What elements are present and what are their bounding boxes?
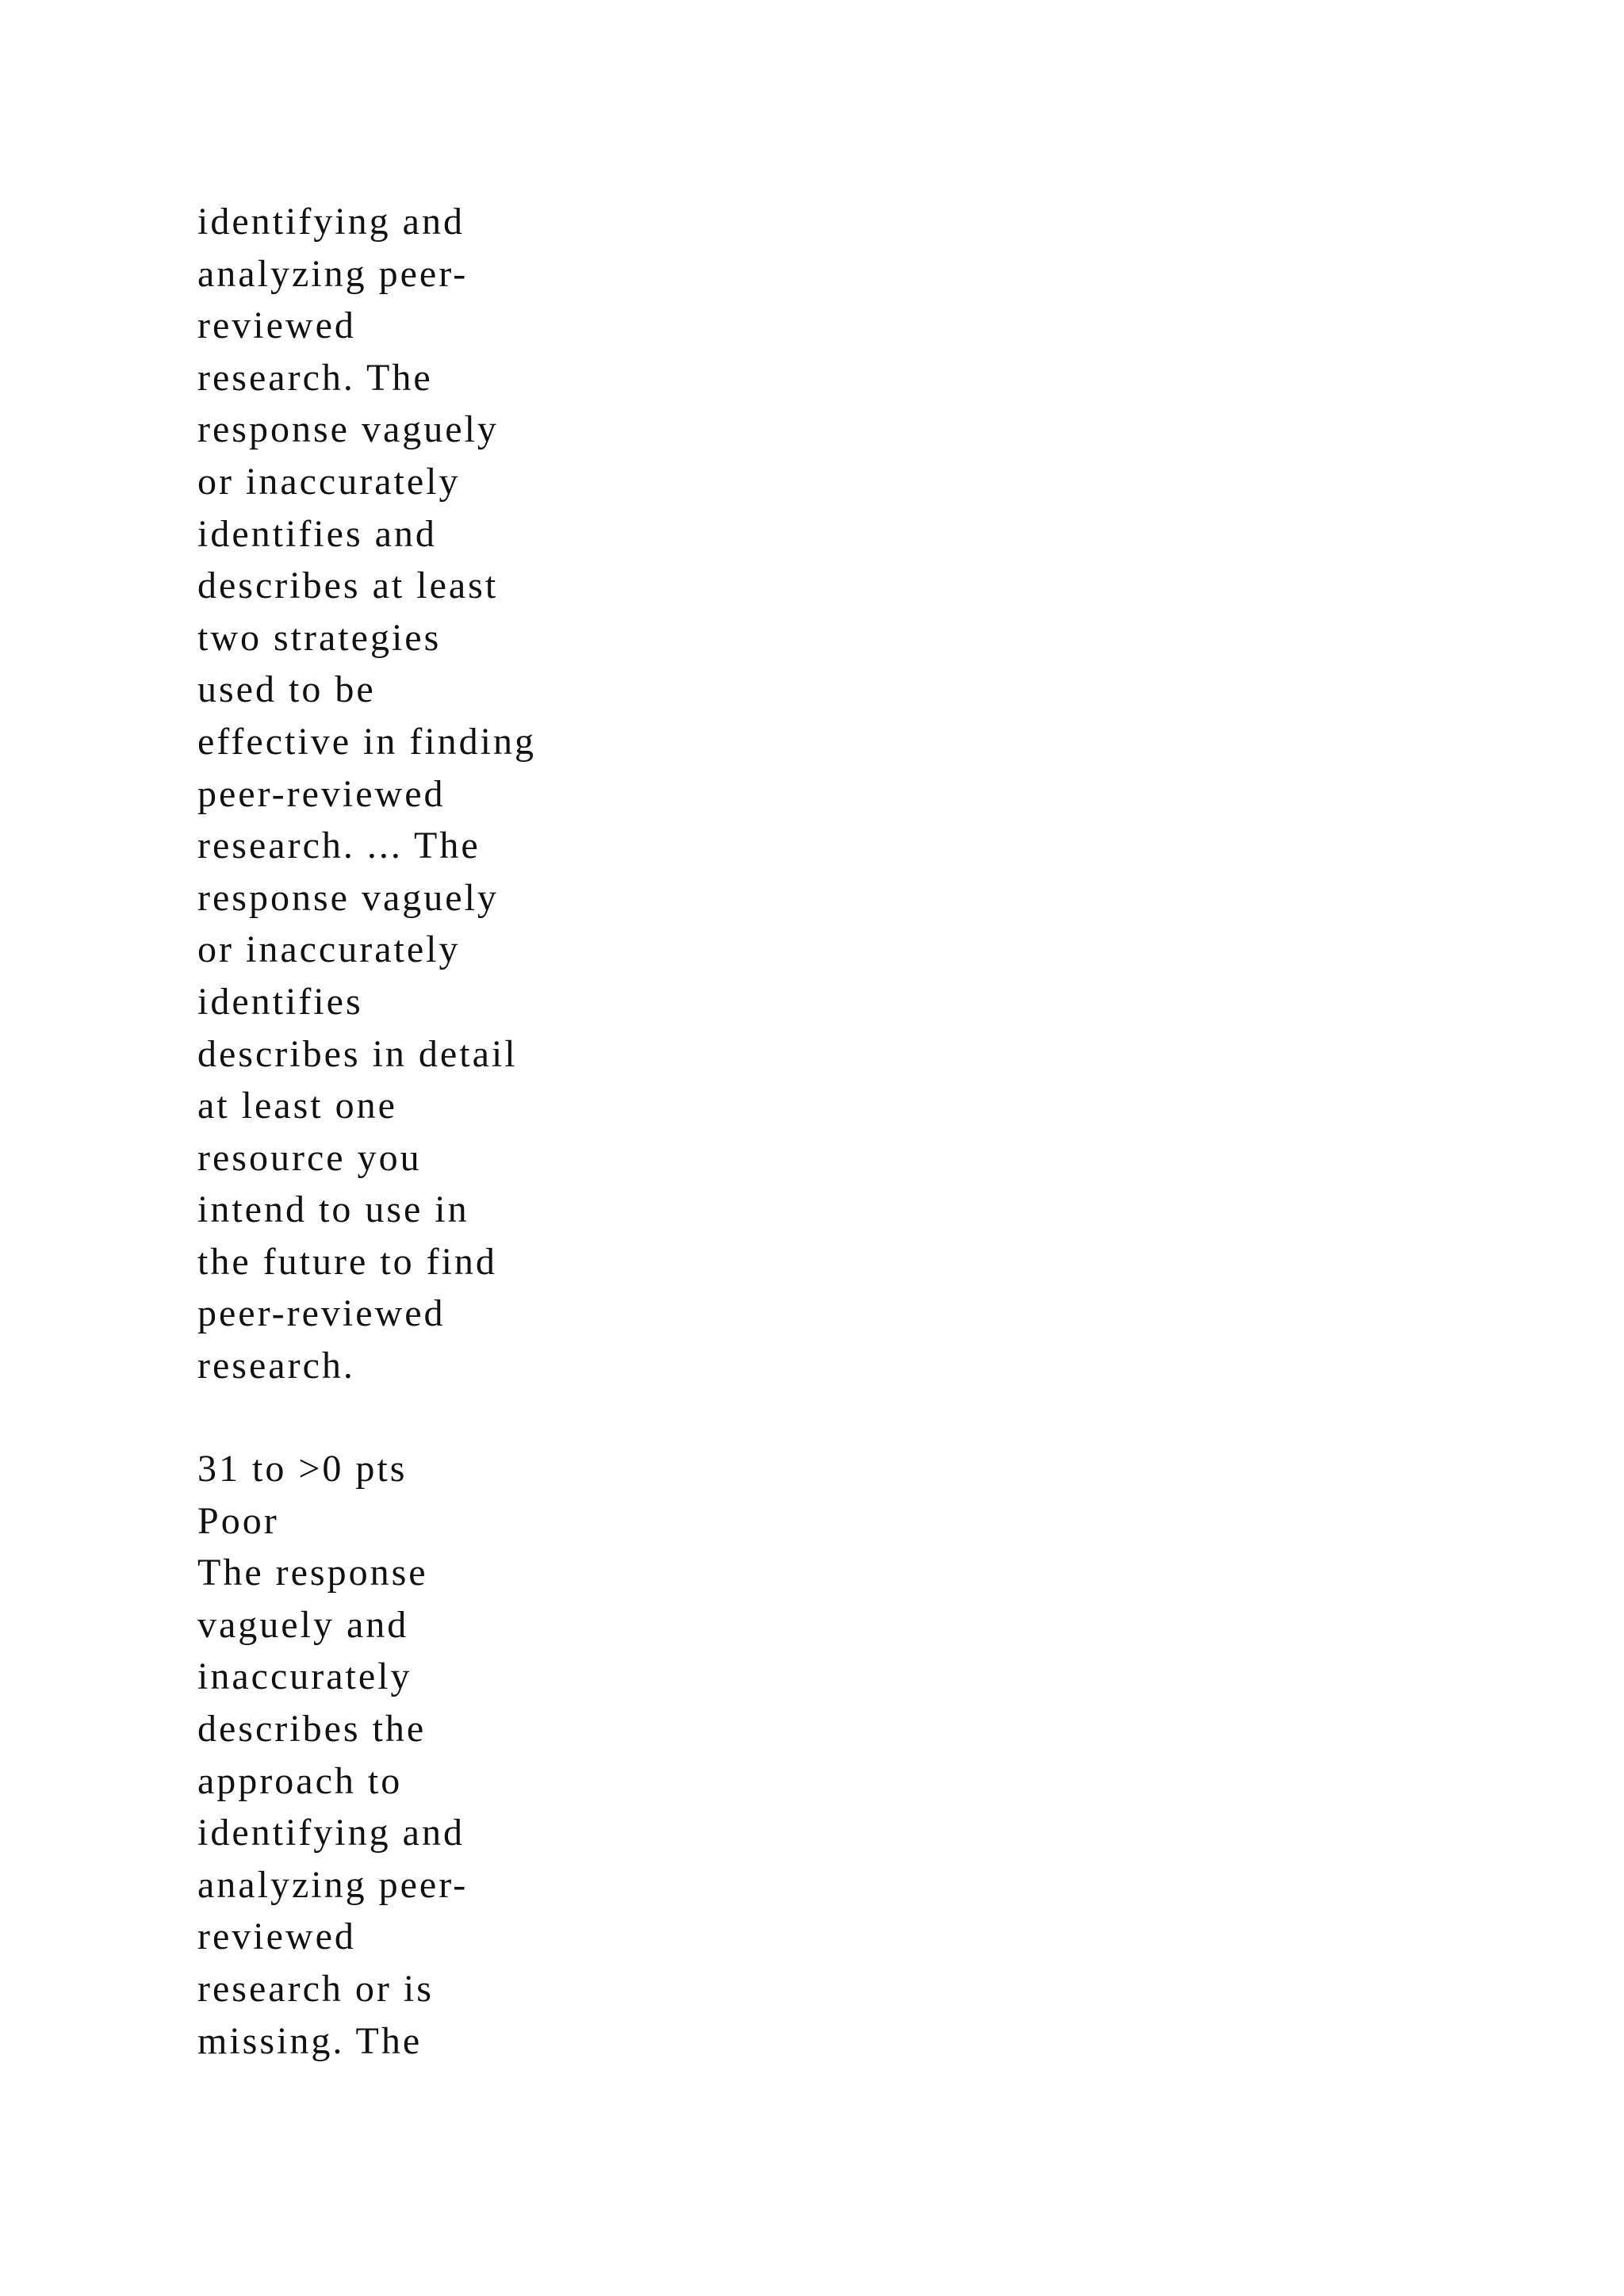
rubric-rating-poor-text: 31 to >0 pts Poor The response vaguely and inaccurately describes the approach to identifying and analyzing peer- reviewed research or is missing. The bbox=[197, 1448, 469, 2062]
rubric-criterion-text: identifying and analyzing peer- reviewed research. The response vaguely or inaccurately identifies and describes at least two strategies used to be effective in finding peer-reviewed research. ... The response vaguely or inaccurately identifies describes in detail at least one resource you intend to use in the future to find peer-reviewed research. bbox=[197, 201, 536, 1387]
